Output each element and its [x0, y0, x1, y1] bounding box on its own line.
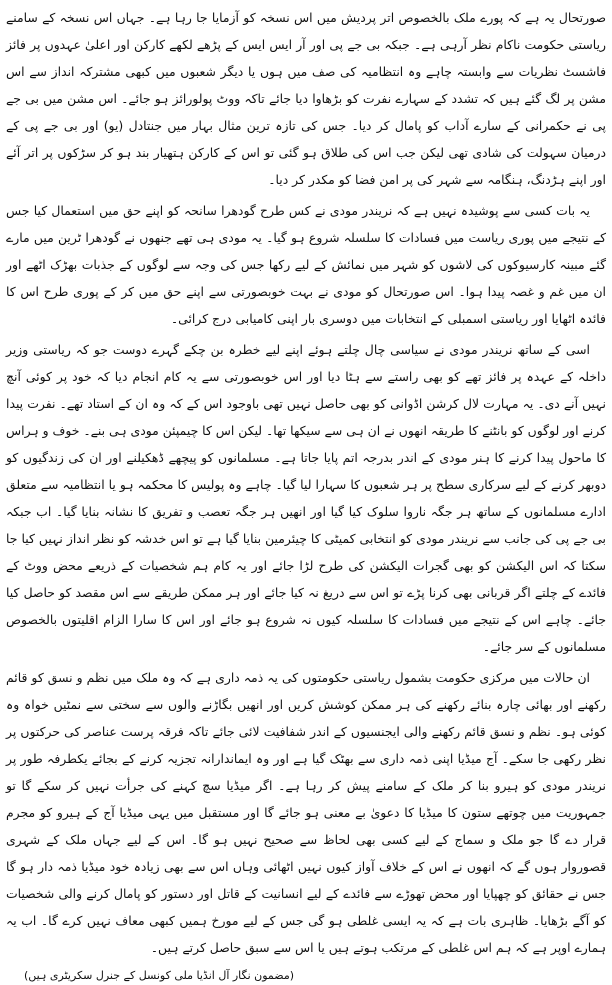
author-note: (مضمون نگار آل انڈیا ملی کونسل کے جنرل سکریٹری ہیں): [24, 969, 295, 982]
article-paragraph-2: یہ بات کسی سے پوشیدہ نہیں ہے کہ نریندر مودی نے کس طرح گودھرا سانحہ کو اپنے حق میں استعمال کیا جس کے نتیجے میں پوری ریاست میں فسادات کا سلسلہ شروع ہو گیا۔ یہ مودی ہی تھے جنھوں نے گودھرا ٹرین میں مارے گئے مبینہ کارسیوکوں کی لاشوں کو شہر میں نمائش کے لیے رکھا جس کی وجہ سے لوگوں کے جذبات بھڑک اٹھے اور ان میں غم و غصہ پیدا ہوا۔ اس صورتحال کو مودی نے بہت خوبصورتی سے اپنے حق میں کر کے پوری طرح اس کا فائدہ اٹھایا اور ریاستی اسمبلی کے انتخابات میں دوسری بار اپنی کامیابی درج کرائی۔: [6, 203, 606, 326]
article-paragraph-1: صورتحال یہ ہے کہ پورے ملک بالخصوص اتر پردیش میں اس نسخہ کو آزمایا جا رہا ہے۔ جہاں اس نسخہ کے سامنے ریاستی حکومت ناکام نظر آرہی ہے۔ جبکہ بی جے پی اور آر ایس ایس کے پڑھے لکھے کارکن اور اعلیٰ عہدوں پر فائز فاشسٹ نظریات سے وابستہ چاہے وہ انتظامیہ کی صف میں ہوں یا دیگر شعبوں میں کبھی مشترکہ انداز سے اس مشن پر لگ گئے ہیں کہ تشدد کے سہارے نفرت کو بڑھاوا دیا جائے تاکہ ووٹ پولورائز ہو جائے۔ اس مشن میں بی جے پی نے حکمرانی کے سارے آداب کو پامال کر دیا۔ جس کی تازہ ترین مثال بہار میں جنتادل (یو) اور بی جے پی کے درمیان سہولت کی شادی تھی لیکن جب اس کی طلاق ہو گئی تو اس کے کارکن ہتھیار بند ہو کر سڑکوں پر اتر آئے اور اپنے ہڑدنگ، ہنگامہ سے شہر کی پر امن فضا کو مکدر کر دیا۔: [6, 10, 606, 187]
article-paragraph-3: اسی کے ساتھ نریندر مودی نے سیاسی چال چلتے ہوئے اپنے لیے خطرہ بن چکے گہرے دوست جو کہ ریاستی وزیر داخلہ کے عہدہ پر فائز تھے کو بھی راستے سے ہٹا دیا اور اس خوبصورتی سے یہ کام انجام دیا کہ خود پر کوئی آنچ نہیں آنے دی۔ یہ مہارت لال کرشن اڈوانی کو بھی حاصل نہیں تھی باوجود اس کے کہ وہ ان کے استاد تھے۔ نفرت پیدا کرنے اور لوگوں کو بانٹنے کا طریقہ انھوں نے ان ہی سے سیکھا تھا۔ لیکن اس کا چیمپئن مودی ہی بنے۔ خوف و ہراس کا ماحول پیدا کرنے کا ہنر مودی کے اندر بدرجہ اتم پایا جاتا ہے۔ مسلمانوں کو پیچھے ڈھکیلنے اور ان کی زندگیوں کو دوبھر کرنے کے لیے سرکاری سطح پر ہر شعبوں کا سہارا لیا گیا۔ چاہے وہ پولیس کا محکمہ ہو یا انتظامیہ سے متعلق ادارے مسلمانوں کے ساتھ ہر جگہ ناروا سلوک کیا گیا اور انھیں ہر جگہ تعصب و تفریق کا نشانہ بنایا گیا۔ اب جبکہ بی جے پی کی جانب سے نریندر مودی کو انتخابی کمیٹی کا چیئرمین بنایا گیا ہے تو اس خدشہ کو نظر انداز نہیں کیا جا سکتا کہ اس الیکشن کو بھی گجرات الیکشن کی طرح لڑا جائے اور یہ کام ہم شخصیات کے ذریعے محض ووٹ کے فائدے کے چلتے اگر قربانی بھی کرنا پڑے تو اس سے دریغ نہ کیا جائے اور ہر ممکن طریقے سے اس مقصد کو حاصل کیا جائے۔ چاہے اس کے نتیجے میں فسادات کا سلسلہ کیوں نہ شروع ہو جائے اور اس کا سارا الزام اقلیتوں بالخصوص مسلمانوں کے سر جائے۔: [6, 342, 606, 654]
article-paragraph-4: ان حالات میں مرکزی حکومت بشمول ریاستی حکومتوں کی یہ ذمہ داری ہے کہ وہ ملک میں نظم و نسق کو قائم رکھنے اور بھائی چارہ بنائے رکھنے کی ہر ممکن کوشش کریں اور انھیں بگاڑنے والوں سے سختی سے نمٹیں خواہ وہ کوئی ہو۔ نظم و نسق قائم رکھنے والی ایجنسیوں کے اندر شفافیت لائی جائے تاکہ فرقہ پرست عناصر کی حرکتوں پر نظر رکھی جا سکے۔ آج میڈیا اپنی ذمہ داری سے بھٹک گیا ہے اور وہ ایماندارانہ تجزیہ کرنے کے بجائے یکطرفہ طور پر نریندر مودی کو ہیرو بنا کر ملک کے سامنے پیش کر رہا ہے۔ اگر میڈیا سچ کہنے کی جرأت نہیں کر سکے گا تو جمہوریت میں چوتھے ستون کا میڈیا کا دعویٰ بے معنی ہو جائے گا اور مستقبل میں یہی میڈیا آج کے ہیرو کو مجرم قرار دے گا جو ملک و سماج کے لیے کسی بھی لحاظ سے صحیح نہیں ہو گا۔ اس کے لیے جہاں ملک کے شہری قصوروار ہوں گے کہ انھوں نے اس کے خلاف آواز کیوں نہیں اٹھائی وہاں اس سے بھی زیادہ خود میڈیا ذمہ دار ہو گا جس نے حقائق کو چھپایا اور محض تھوڑے سے فائدے کے لیے انسانیت کے قاتل اور دستور کو پامال کرنے والی شخصیات کو آگے بڑھایا۔ ظاہری بات ہے کہ یہ ایسی غلطی ہو گی جس کے لیے مورخ ہمیں کبھی معاف نہیں کرے گا۔ اب یہ ہمارے اوپر ہے کہ ہم اس غلطی کے مرتکب ہوتے ہیں یا اس سے سبق حاصل کرتے ہیں۔: [6, 670, 606, 955]
article-body: [6, 4, 606, 961]
